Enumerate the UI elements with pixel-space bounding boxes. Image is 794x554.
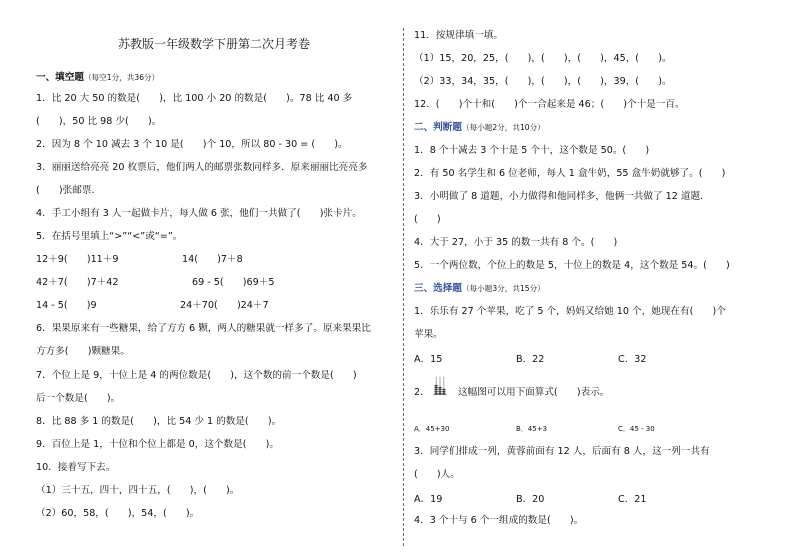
question-line: 4．大于 27，小于 35 的数一共有 8 个。( ) xyxy=(414,237,618,248)
question-number: 2． xyxy=(414,387,430,398)
question-line: 5．一个两位数，个位上的数是 5，十位上的数是 4，这个数是 54。( ) xyxy=(414,260,730,271)
question-line: 1．乐乐有 27 个苹果，吃了 5 个，妈妈又给她 10 个，她现在有( )个 xyxy=(414,306,726,317)
section1-title: 一、填空题 xyxy=(36,72,84,83)
question-line: 1．比 20 大 50 的数是( )，比 100 小 20 的数是( )。78 比 40 多 xyxy=(36,93,353,104)
choice-b: B．22 xyxy=(516,354,545,365)
section2-title: 二、判断题 xyxy=(414,122,462,133)
question-line: （2）60，58，( )，54，( )。 xyxy=(36,508,200,519)
question-line: 4．3 个十与 6 个一组成的数是( )。 xyxy=(414,515,584,526)
question-line: 2．因为 8 个 10 减去 3 个 10 是( )个 10，所以 80 - 30 = ( )。 xyxy=(36,139,348,150)
question-line: 12．( )个十和( )个一合起来是 46；( )个十是一百。 xyxy=(414,99,685,110)
section2-note: （每小题2分，共10分） xyxy=(461,123,545,132)
section3-header xyxy=(414,282,545,295)
compare-item: 24＋70( )24＋7 xyxy=(180,300,269,311)
question-line: 这幅图可以用下面算式( )表示。 xyxy=(458,387,610,398)
choice-c: C．21 xyxy=(618,494,647,505)
question-line: （2）33，34，35，( )，( )，( )，39，( )。 xyxy=(414,76,672,87)
question-line: 5．在括号里填上“>”“<”或“=”。 xyxy=(36,231,183,242)
question-line: 方方多( )颗糖果。 xyxy=(36,346,130,357)
choice-a xyxy=(414,423,449,434)
compare-item: 14( )7＋8 xyxy=(182,254,243,265)
question-line: 3．小明做了 8 道题，小力做得和他同样多，他俩一共做了 12 道题． xyxy=(414,191,710,202)
choice-b: B．20 xyxy=(516,494,545,505)
question-line: 3．同学们排成一列，黄蓉前面有 12 人，后面有 8 人，这一列一共有 xyxy=(414,446,710,457)
question-line: 3．丽丽送给亮亮 20 枚票后，他们两人的邮票张数同样多．原来丽丽比亮亮多 xyxy=(36,162,368,173)
choice-c xyxy=(618,423,655,434)
question-line: ( )，50 比 98 少( )。 xyxy=(36,116,162,127)
choice-a-text: A．45+30 xyxy=(414,425,450,433)
right-column xyxy=(414,0,774,554)
question-line: 10．接着写下去。 xyxy=(36,462,116,473)
question-line: 2．有 50 名学生和 6 位老师，每人 1 盒牛奶，55 盒牛奶就够了。( ) xyxy=(414,168,726,179)
question-line: （1）三十五，四十，四十五，( )，( )。 xyxy=(36,485,240,496)
section3-title: 三、选择题 xyxy=(414,283,462,294)
section2-header xyxy=(414,121,545,134)
compare-item: 12＋9( )11＋9 xyxy=(36,254,119,265)
question-line: 4．手工小组有 3 人一起做卡片，每人做 6 张，他们一共做了( )张卡片。 xyxy=(36,208,362,219)
question-line: ( )人。 xyxy=(414,469,460,480)
page-title: 苏教版一年级数学下册第二次月考卷 xyxy=(118,37,311,51)
abacus-icon xyxy=(428,374,452,396)
choice-b xyxy=(516,423,547,434)
question-line: 1．8 个十减去 3 个十是 5 个十，这个数是 50。( ) xyxy=(414,145,650,156)
section1-note: （每空1分，共36分） xyxy=(83,73,160,82)
section3-note: （每小题3分，共15分） xyxy=(461,284,545,293)
question-line: 6．果果原来有一些糖果，给了方方 6 颗，两人的糖果就一样多了。原来果果比 xyxy=(36,323,371,334)
question-line: 后一个数是( )。 xyxy=(36,393,121,404)
compare-item: 42＋7( )7＋42 xyxy=(36,277,119,288)
compare-item: 69 - 5( )69＋5 xyxy=(192,277,275,288)
question-line: 11．按规律填一填。 xyxy=(414,30,503,41)
choice-a: A．19 xyxy=(414,494,443,505)
section1-header xyxy=(36,71,159,84)
left-column xyxy=(36,0,400,554)
question-line: （1）15，20，25，( )，( )，( )，45，( )。 xyxy=(414,53,672,64)
compare-item: 14 - 5( )9 xyxy=(36,300,97,311)
question-line: 9．百位上是 1，十位和个位上都是 0，这个数是( )。 xyxy=(36,439,279,450)
choice-b-text: B．45+3 xyxy=(516,425,548,433)
question-line: 苹果。 xyxy=(414,329,443,340)
question-line: ( ) xyxy=(414,214,441,225)
choice-a: A．15 xyxy=(414,354,443,365)
choice-c: C．32 xyxy=(618,354,647,365)
question-line: 8．比 88 多 1 的数是( )，比 54 少 1 的数是( )。 xyxy=(36,416,282,427)
question-line: 7．个位上是 9，十位上是 4 的两位数是( )，这个数的前一个数是( ) xyxy=(36,370,357,381)
question-line: ( )张邮票． xyxy=(36,185,102,196)
column-divider xyxy=(403,28,404,546)
choice-c-text: C．45 - 30 xyxy=(618,425,655,433)
